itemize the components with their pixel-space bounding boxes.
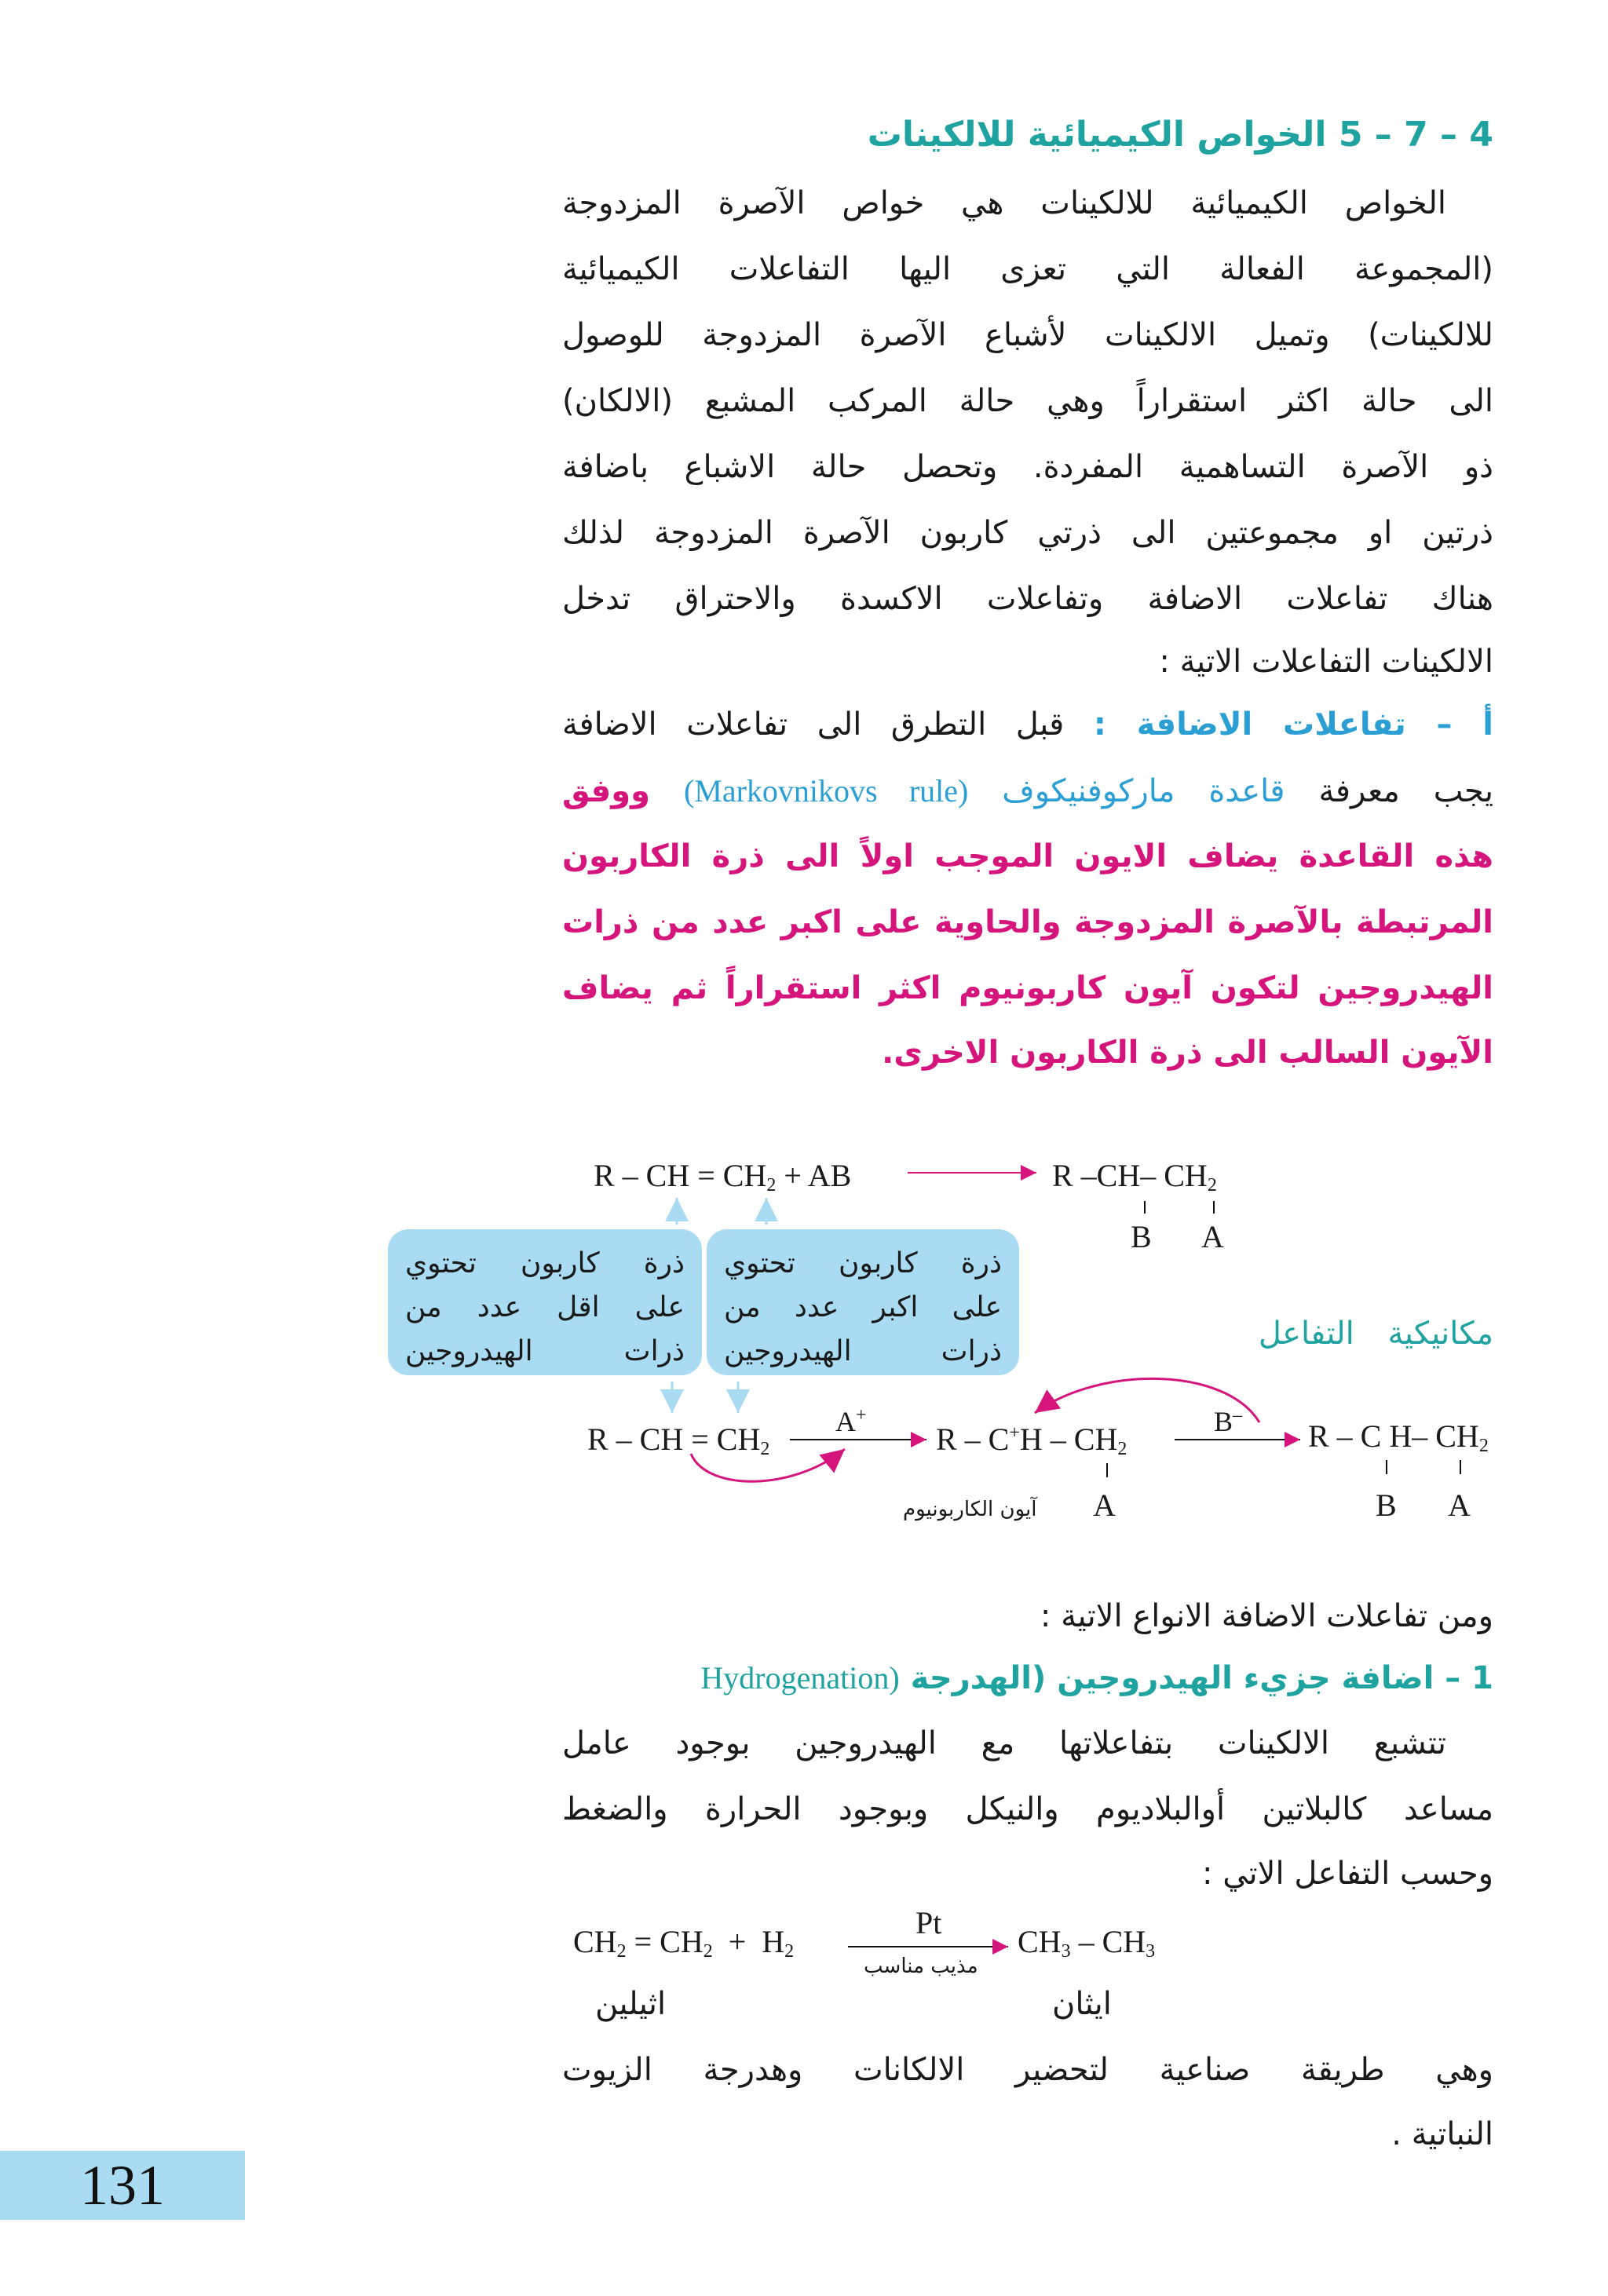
hydrogenation-line-3: وحسب التفاعل الاتي :: [1202, 1856, 1493, 1892]
rule-line-2: المرتبطة بالآصرة المزدوجة والحاوية على اكبر عدد من ذرات: [562, 904, 1493, 940]
carbonium-ion-label: آيون الكاربونيوم: [903, 1498, 1037, 1521]
types-intro: ومن تفاعلات الاضافة الانواع الاتية :: [1040, 1598, 1493, 1634]
product-b: B: [1376, 1487, 1397, 1523]
intro-line-2: (المجموعة الفعالة التي تعزى اليها التفاعلات الكيميائية: [562, 251, 1493, 287]
markovnikov-rule-ar: قاعدة ماركوفنيكوف: [1002, 773, 1285, 809]
reaction1-product: R –CH– $CH_2$: [1052, 1158, 1217, 1195]
catalyst-pt: Pt: [915, 1905, 942, 1940]
intro-line-5: ذو الآصرة التساهمية المفردة. وتحصل حالة الاشباع باضافة: [562, 449, 1493, 485]
mechanism-b-minus: B–: [1214, 1405, 1243, 1437]
hydrogenation-heading-ar: 1 – اضافة جزيء الهيدروجين (الهدرجة: [910, 1660, 1493, 1696]
curved-arrow-1: [691, 1449, 845, 1481]
mechanism-intermediate: R – $C^+H - CH_2$: [936, 1422, 1127, 1459]
intermediate-a: A: [1093, 1487, 1116, 1523]
reaction1-sub-a: A: [1201, 1219, 1224, 1254]
product-a: A: [1448, 1487, 1471, 1523]
name-ethylene: اثيلين: [595, 1986, 667, 2022]
intro-line-4: الى حالة اكثر استقراراً وهي حالة المركب المشبع (الالكان): [562, 383, 1493, 419]
reaction1-sub-b: B: [1131, 1219, 1152, 1254]
mechanism-a-plus: A+: [835, 1405, 867, 1437]
intro-line-6: ذرتين او مجموعتين الى ذرتي كاربون الآصرة المزدوجة لذلك: [562, 515, 1493, 551]
intro-line-1: الخواص الكيميائية للالكينات هي خواص الآصرة المزدوجة: [562, 185, 1446, 221]
addition-line2-start: يجب معرفة: [1318, 773, 1493, 809]
markovnikov-rule-en: (Markovnikovs rule): [683, 773, 969, 809]
addition-heading-rest: قبل التطرق الى تفاعلات الاضافة: [562, 706, 1065, 743]
hydrogenation-heading-en: (Hydrogenation: [700, 1660, 900, 1696]
rule-line-1: هذه القاعدة يضاف الايون الموجب اولاً الى ذرة الكاربون: [562, 838, 1493, 874]
intro-line-8: الالكينات التفاعلات الاتية :: [1159, 644, 1493, 680]
mechanism-product: R – C H– $CH_2$: [1308, 1418, 1489, 1456]
rule-line-4: الآيون السالب الى ذرة الكاربون الاخرى.: [882, 1035, 1493, 1071]
hydrogenation-products: $CH_3 - CH_3$: [1018, 1924, 1156, 1962]
closing-line-1: وهي طريقة صناعية لتحضير الالكانات وهدرجة الزيوت: [562, 2052, 1493, 2088]
addition-line2-end: ووفق: [562, 773, 650, 809]
intro-line-3: للالكينات) وتميل الالكينات لأشباع الآصرة المزدوجة للوصول: [562, 317, 1493, 353]
hydrogenation-reactants: $CH_2 = CH_2 + H_2$: [573, 1924, 795, 1962]
addition-heading: أ – تفاعلات الاضافة :: [1093, 706, 1494, 743]
callout-most-hydrogen: ذرة كاربون تحتوي على اكبر عدد من ذرات الهيدروجين: [707, 1229, 1019, 1375]
closing-line-2: النباتية .: [1391, 2116, 1493, 2152]
curved-arrow-2: [1035, 1378, 1259, 1422]
reaction1-left: R – CH = $CH_2$ + AB: [594, 1158, 852, 1195]
mechanism-reactant: R – CH = $CH_2$: [587, 1422, 770, 1459]
callout-least-hydrogen: ذرة كاربون تحتوي على اقل عدد من ذرات الهيدروجين: [388, 1229, 702, 1375]
intro-line-7: هناك تفاعلات الاضافة وتفاعلات الاكسدة والاحتراق تدخل: [562, 581, 1493, 617]
page-number: 131: [0, 2151, 245, 2220]
hydrogenation-heading: [700, 1659, 1493, 1696]
rule-line-3: الهيدروجين لتكون آيون كاربونيوم اكثر استقراراً ثم يضاف: [562, 970, 1493, 1006]
name-ethane: ايثان: [1052, 1986, 1112, 2022]
section-title: الخواص الكيميائية للالكينات: [867, 115, 1327, 155]
section-number: 4 – 7 – 5: [1338, 115, 1493, 155]
hydrogenation-line-2: مساعد كالبلاتين أوالبلاديوم والنيكل وبوجود الحرارة والضغط: [562, 1791, 1493, 1827]
hydrogenation-line-1: تتشبع الالكينات بتفاعلاتها مع الهيدروجين بوجود عامل: [562, 1725, 1446, 1761]
mechanism-label: مكانيكية التفاعل: [1258, 1316, 1493, 1352]
solvent-label: مذيب مناسب: [864, 1955, 978, 1978]
